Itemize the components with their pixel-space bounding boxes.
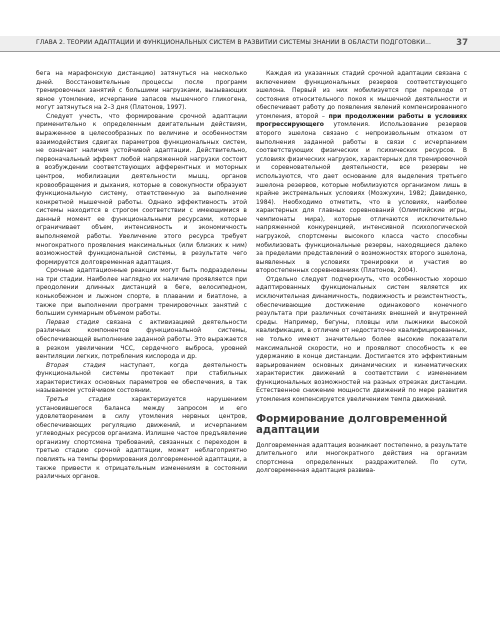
paragraph-text: характеризуется нарушением установившегося баланса между запросом и его удовлетворением в силу утомления нервных центров, обеспечивающих регуляцию движений, и исчерпанием углеводных ресурсов организма. Излишне частое предъявление организму спортсмена требований, связанных с переходом в третью стадию срочной адаптации, может неблагоприятно повлиять на темпы формирования долговременной адаптации, а также привести к отрицательным изменениям в состоянии различных органов. <box>36 395 247 481</box>
paragraph: бега на марафонскую дистанцию) затянуться на несколько дней. Восстановительные процессы после программ тренировочных занятий с большими нагрузками, вызывающих явное утомление, исчерпание запасов мышечного гликогена, могут затянуться на 2–3 дня (Платонов, 1997). <box>36 70 247 112</box>
paragraph-text: утомления. Использование резервов второго эшелона связано с непроизвольным отказом от выполнения заданной работы в связи с исчерпанием соответствующих физических и психических ресурсов. В условиях физических нагрузок, характерных для тренировочной и соревновательной деятельности, все резервы не используются, что дает основание для выделения третьего эшелона резервов, которые мобилизуются организмом лишь в крайне экстремальных условиях (Мозжухин, 1982; Давиденко, 1984). Необходимо отметить, что в условиях, наиболее характерных для главных соревнований (Олимпийские игры, чемпионаты мира), которые отличаются исключительно напряженной конкуренцией, интенсивной психологической нагрузкой, спортсмены высокого класса часто способны мобилизовать функциональные резервы, находящиеся далеко за пределами представлений о возможностях второго эшелона, выявленных в условиях тренировки и участия во второстепенных соревнованиях (Платонов, 2004). <box>256 121 467 275</box>
section-heading: Формирование долговременной адаптации <box>256 413 448 436</box>
paragraph: Отдельно следует подчеркнуть, что особенностью хорошо адаптированных функциональных систем является их исключительная динамичность, подвижность и резистентность, обеспечивающие достижение одинакового конечного результата при различных сочетаниях внешней и внутренней среды. Например, бегуны, пловцы или лыжники высокой квалификации, в отличие от недостаточно квалифицированных, не только имеют значительно более высокие показатели максимальной скорости, но и проявляют способность к ее удержанию в конце дистанции. Достигается это эффективным варьированием основных динамических и кинематических характеристик движений в соответствии с изменением функциональных возможностей на разных отрезках дистанции. Естественное снижение мощности движений по мере развития утомления компенсируется увеличением темпа движений. <box>256 275 467 403</box>
paragraph-text: наступает, когда деятельность функциональной системы протекает при стабильных характеристиках основных параметров ее обеспечения, в так называемом устойчивом состоянии. <box>36 361 247 395</box>
page-number: 37 <box>456 38 468 48</box>
stage-term: Третья стадия <box>46 395 111 403</box>
stage-term: Первая стадия <box>46 318 99 326</box>
paragraph: Срочные адаптационные реакции могут быть подразделены на три стадии. Наиболее наглядно их наличие проявляется при преодолении длинных дистанций в беге, велосипедном, конькобежном и лыжном спорте, в плавании и биатлоне, а также при выполнении программ тренировочных занятий с большим суммарным объемом работы. <box>36 267 247 318</box>
paragraph-text: связана с активизацией деятельности различных компонентов функциональной системы, обеспечивающей выполнение заданной работы. Это выражается в резком увеличении ЧСС, сердечного выброса, уровней вентиляции легких, потребления кислорода и др. <box>36 318 247 361</box>
running-header-title: ГЛАВА 2. ТЕОРИИ АДАПТАЦИИ И ФУНКЦИОНАЛЬНЫХ СИСТЕМ В РАЗВИТИИ СИСТЕМЫ ЗНАНИЙ В ОБЛАСТИ ПОДГОТОВКИ... <box>36 39 432 46</box>
paragraph-second-stage <box>36 362 247 396</box>
paragraph-first-stage <box>36 319 247 362</box>
paragraph-reserves <box>256 70 467 276</box>
stage-term: Вторая стадия <box>46 361 106 369</box>
paragraph-text: Каждая из указанных стадий срочной адаптации связана с включением функциональных резервов соответствующего эшелона. Первый из них мобилизуется при переходе от состояния относительного покоя к мышечной деятельности и обеспечивает работу до появления явлений компенсированного утомления, второй – <box>256 70 467 120</box>
emphasis-text: при продолжении работы в условиях прогрессирующего <box>256 112 467 129</box>
paragraph-third-stage <box>36 396 247 482</box>
right-column <box>256 70 467 476</box>
header-rule <box>0 51 500 52</box>
paragraph: Следует учесть, что формирование срочной адаптации применительно к определенным двигательным действиям, выраженное в целесообразных по величине и особенностям взаимодействия сдвигах параметров функциональных систем, не означает наличия устойчивой адаптации. Действительно, первоначальный эффект любой напряженной нагрузки состоит в возбуждении соответствующих афферентных и моторных центров, мобилизации деятельности мышц, органов кровообращения и дыхания, которые в совокупности образуют функциональную систему, ответственную за выполнение конкретной мышечной работы. Однако эффективность этой системы находится в строгом соответствии с имеющимися в данный момент ее функциональными ресурсами, которые ограничивает объем, интенсивность и экономичность выполняемой работы. Увеличение этого ресурса требует многократного проявления максимальных (или близких к ним) возможностей функциональной системы, в результате чего формируется долговременная адаптация. <box>36 112 247 266</box>
left-column <box>36 70 247 482</box>
paragraph: Долговременная адаптация возникает постепенно, в результате длительного или многократного действия на организм спортсмена определенных раздражителей. По сути, долговременная адаптация развива- <box>256 441 467 475</box>
